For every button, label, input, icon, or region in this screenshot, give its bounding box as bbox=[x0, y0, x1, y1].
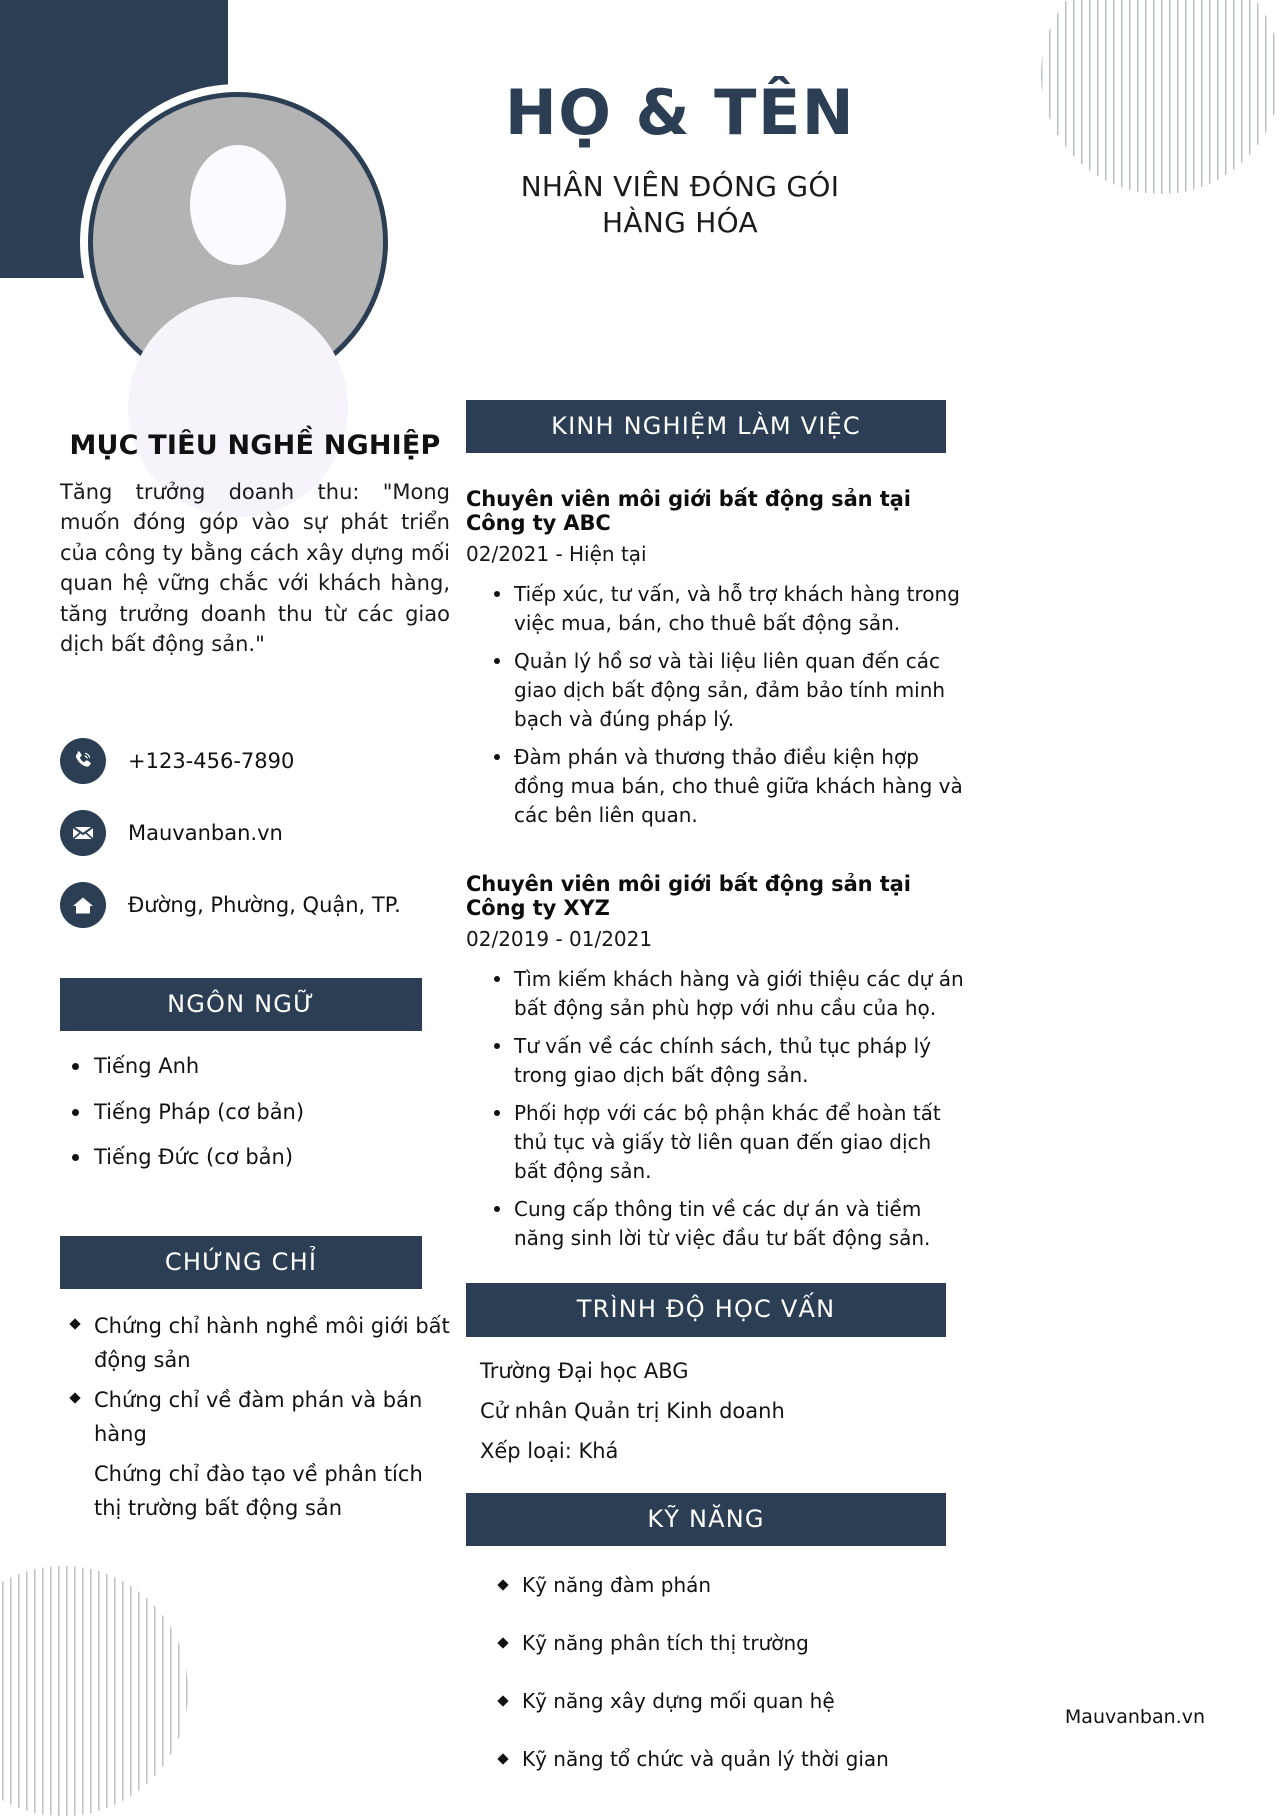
list-item: Tiếp xúc, tư vấn, và hỗ trợ khách hàng trong việc mua, bán, cho thuê bất động sản. bbox=[486, 580, 966, 638]
list-item: Cung cấp thông tin về các dự án và tiềm năng sinh lời từ việc đầu tư bất động sản. bbox=[486, 1195, 966, 1253]
right-column bbox=[466, 400, 966, 1802]
section-heading-languages: NGÔN NGỮ bbox=[60, 978, 422, 1031]
phone-icon bbox=[60, 738, 106, 784]
contact-row-address[interactable] bbox=[60, 882, 450, 928]
list-item: Tư vấn về các chính sách, thủ tục pháp lý trong giao dịch bất động sản. bbox=[486, 1032, 966, 1090]
list-item: Kỹ năng xây dựng mối quan hệ bbox=[488, 1686, 966, 1716]
experience-job-title: Chuyên viên môi giới bất động sản tại Công ty ABC bbox=[466, 487, 911, 536]
list-item: Tiếng Anh bbox=[60, 1051, 450, 1083]
contact-address-text: Đường, Phường, Quận, TP. bbox=[128, 892, 401, 917]
contact-row-email[interactable] bbox=[60, 810, 450, 856]
education-block bbox=[480, 1359, 966, 1463]
experience-item bbox=[466, 487, 966, 830]
contact-email-text: Mauvanban.vn bbox=[128, 820, 283, 845]
contact-phone-text: +123-456-7890 bbox=[128, 748, 295, 773]
section-heading-skills: KỸ NĂNG bbox=[466, 1493, 946, 1546]
experience-bullets bbox=[486, 580, 966, 830]
footer-credit: Mauvanban.vn bbox=[1064, 1706, 1205, 1728]
list-item: Đàm phán và thương thảo điều kiện hợp đồng mua bán, cho thuê giữa khách hàng và các bên liên quan. bbox=[486, 743, 966, 830]
list-item: Quản lý hồ sơ và tài liệu liên quan đến các giao dịch bất động sản, đảm bảo tính minh bạch và đúng pháp lý. bbox=[486, 647, 966, 734]
list-item: Tiếng Pháp (cơ bản) bbox=[60, 1097, 450, 1129]
decorative-hatched-circle-top-right bbox=[1051, 0, 1241, 205]
candidate-name: HỌ & TÊN bbox=[504, 76, 856, 149]
candidate-role bbox=[400, 169, 960, 241]
avatar-head-shape bbox=[190, 145, 286, 265]
list-item: Chứng chỉ hành nghề môi giới bất động sản bbox=[60, 1309, 450, 1377]
education-line: Trường Đại học ABG bbox=[480, 1358, 689, 1383]
objective-text: Tăng trưởng doanh thu: "Mong muốn đóng góp vào sự phát triển của công ty bằng cách xây dựng mối quan hệ vững chắc với khách hàng, tăng trưởng doanh thu từ các giao dịch bất động sản." bbox=[60, 480, 450, 657]
contact-list bbox=[60, 738, 450, 928]
list-item: Kỹ năng tổ chức và quản lý thời gian bbox=[488, 1744, 966, 1774]
experience-job-date: 02/2021 - Hiện tại bbox=[466, 542, 647, 567]
list-item: Kỹ năng đàm phán bbox=[488, 1570, 966, 1600]
experience-item bbox=[466, 872, 966, 1253]
experience-bullets bbox=[486, 965, 966, 1253]
education-line: Cử nhân Quản trị Kinh doanh bbox=[480, 1398, 785, 1423]
list-item: Chứng chỉ về đàm phán và bán hàng bbox=[60, 1383, 450, 1451]
list-item: Chứng chỉ đào tạo về phân tích thị trường bất động sản bbox=[94, 1461, 423, 1520]
home-icon bbox=[60, 882, 106, 928]
section-heading-certificates: CHỨNG CHỈ bbox=[60, 1236, 422, 1289]
experience-job-title: Chuyên viên môi giới bất động sản tại Công ty XYZ bbox=[466, 872, 911, 921]
section-heading-experience: KINH NGHIỆM LÀM VIỆC bbox=[466, 400, 946, 453]
objective-heading: MỤC TIÊU NGHỀ NGHIỆP bbox=[69, 430, 441, 461]
candidate-role-line-2: HÀNG HÓA bbox=[602, 205, 758, 239]
contact-row-phone[interactable] bbox=[60, 738, 450, 784]
candidate-role-line-1: NHÂN VIÊN ĐÓNG GÓI bbox=[520, 170, 840, 204]
languages-list bbox=[60, 1051, 450, 1174]
education-line: Xếp loại: Khá bbox=[480, 1438, 619, 1463]
list-item: Tiếng Đức (cơ bản) bbox=[60, 1142, 450, 1174]
section-heading-education: TRÌNH ĐỘ HỌC VẤN bbox=[466, 1283, 946, 1336]
envelope-icon bbox=[60, 810, 106, 856]
skills-list bbox=[488, 1570, 966, 1774]
certificates-list bbox=[60, 1309, 450, 1525]
decorative-hatched-circle-bottom-left bbox=[0, 1526, 190, 1756]
list-item: Tìm kiếm khách hàng và giới thiệu các dự án bất động sản phù hợp với nhu cầu của họ. bbox=[486, 965, 966, 1023]
experience-job-date: 02/2019 - 01/2021 bbox=[466, 927, 653, 952]
header bbox=[400, 76, 960, 241]
avatar bbox=[88, 92, 388, 392]
list-item: Kỹ năng phân tích thị trường bbox=[488, 1628, 966, 1658]
list-item: Phối hợp với các bộ phận khác để hoàn tất thủ tục và giấy tờ liên quan đến giao dịch bất động sản. bbox=[486, 1099, 966, 1186]
left-column bbox=[60, 430, 450, 1531]
